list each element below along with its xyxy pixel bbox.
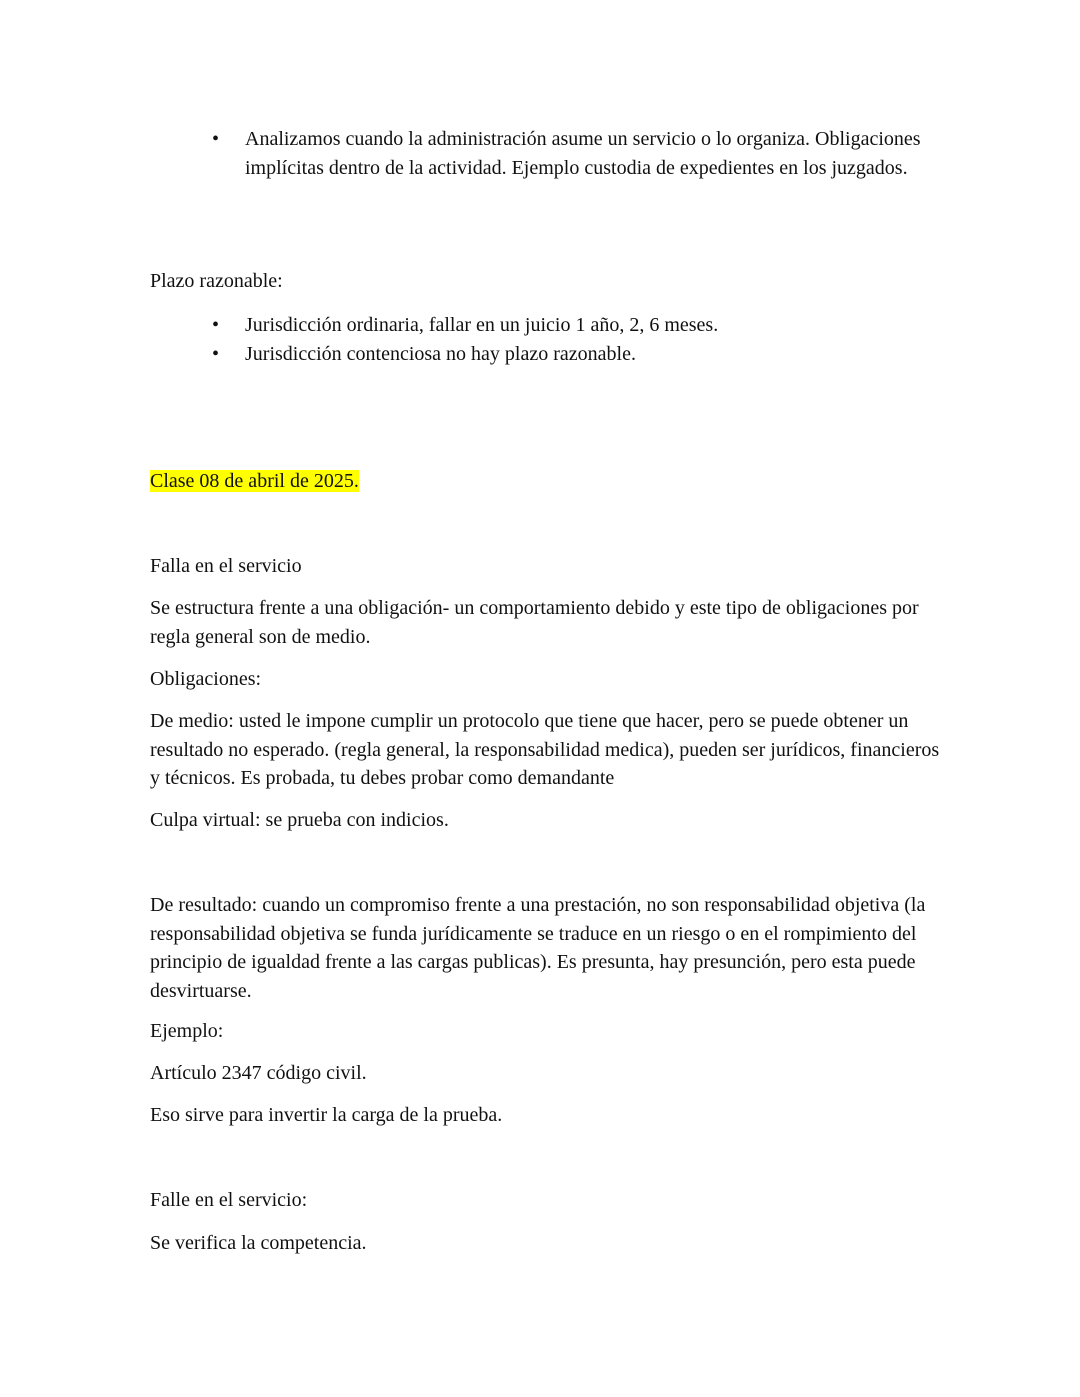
paragraph-estructura: Se estructura frente a una obligación- un comportamiento debido y este tipo de obligaciones por regla general son de medio.: [150, 597, 919, 648]
list-item: • Jurisdicción ordinaria, fallar en un juicio 1 año, 2, 6 meses.: [150, 311, 940, 340]
falla-heading: Falla en el servicio: [150, 555, 302, 577]
paragraph-de-medio: De medio: usted le impone cumplir un protocolo que tiene que hacer, pero se puede obtener un resultado no esperado. (regla general, la responsabilidad medica), pueden ser jurídicos, financieros y técnicos. Es probada, tu debes probar como demandante: [150, 710, 940, 789]
paragraph-culpa-virtual: Culpa virtual: se prueba con indicios.: [150, 809, 449, 831]
class-date-heading: [150, 467, 940, 496]
falle-heading: Falle en el servicio:: [150, 1189, 308, 1211]
plazo-heading: Plazo razonable:: [150, 270, 283, 292]
ejemplo-heading: Ejemplo:: [150, 1020, 224, 1042]
paragraph-invertir: Eso sirve para invertir la carga de la prueba.: [150, 1104, 503, 1126]
list-item: • Analizamos cuando la administración asume un servicio o lo organiza. Obligaciones implícitas dentro de la actividad. Ejemplo custodia de expedientes en los juzgados.: [150, 125, 940, 182]
class-date-highlight: Clase 08 de abril de 2025.: [150, 470, 359, 492]
bullet-list-top: [150, 125, 940, 182]
obligaciones-heading: Obligaciones:: [150, 668, 262, 690]
list-item: • Jurisdicción contenciosa no hay plazo razonable.: [150, 340, 940, 369]
paragraph-articulo: Artículo 2347 código civil.: [150, 1062, 367, 1084]
paragraph-competencia: Se verifica la competencia.: [150, 1232, 367, 1254]
bullet-list-plazo: [150, 311, 940, 368]
paragraph-de-resultado: De resultado: cuando un compromiso frente a una prestación, no son responsabilidad objetiva (la responsabilidad objetiva se funda jurídicamente se traduce en un riesgo o en el rompimiento del principio de igualdad frente a las cargas publicas). Es presunta, hay presunción, pero esta puede desvirtuarse.: [150, 894, 926, 1002]
